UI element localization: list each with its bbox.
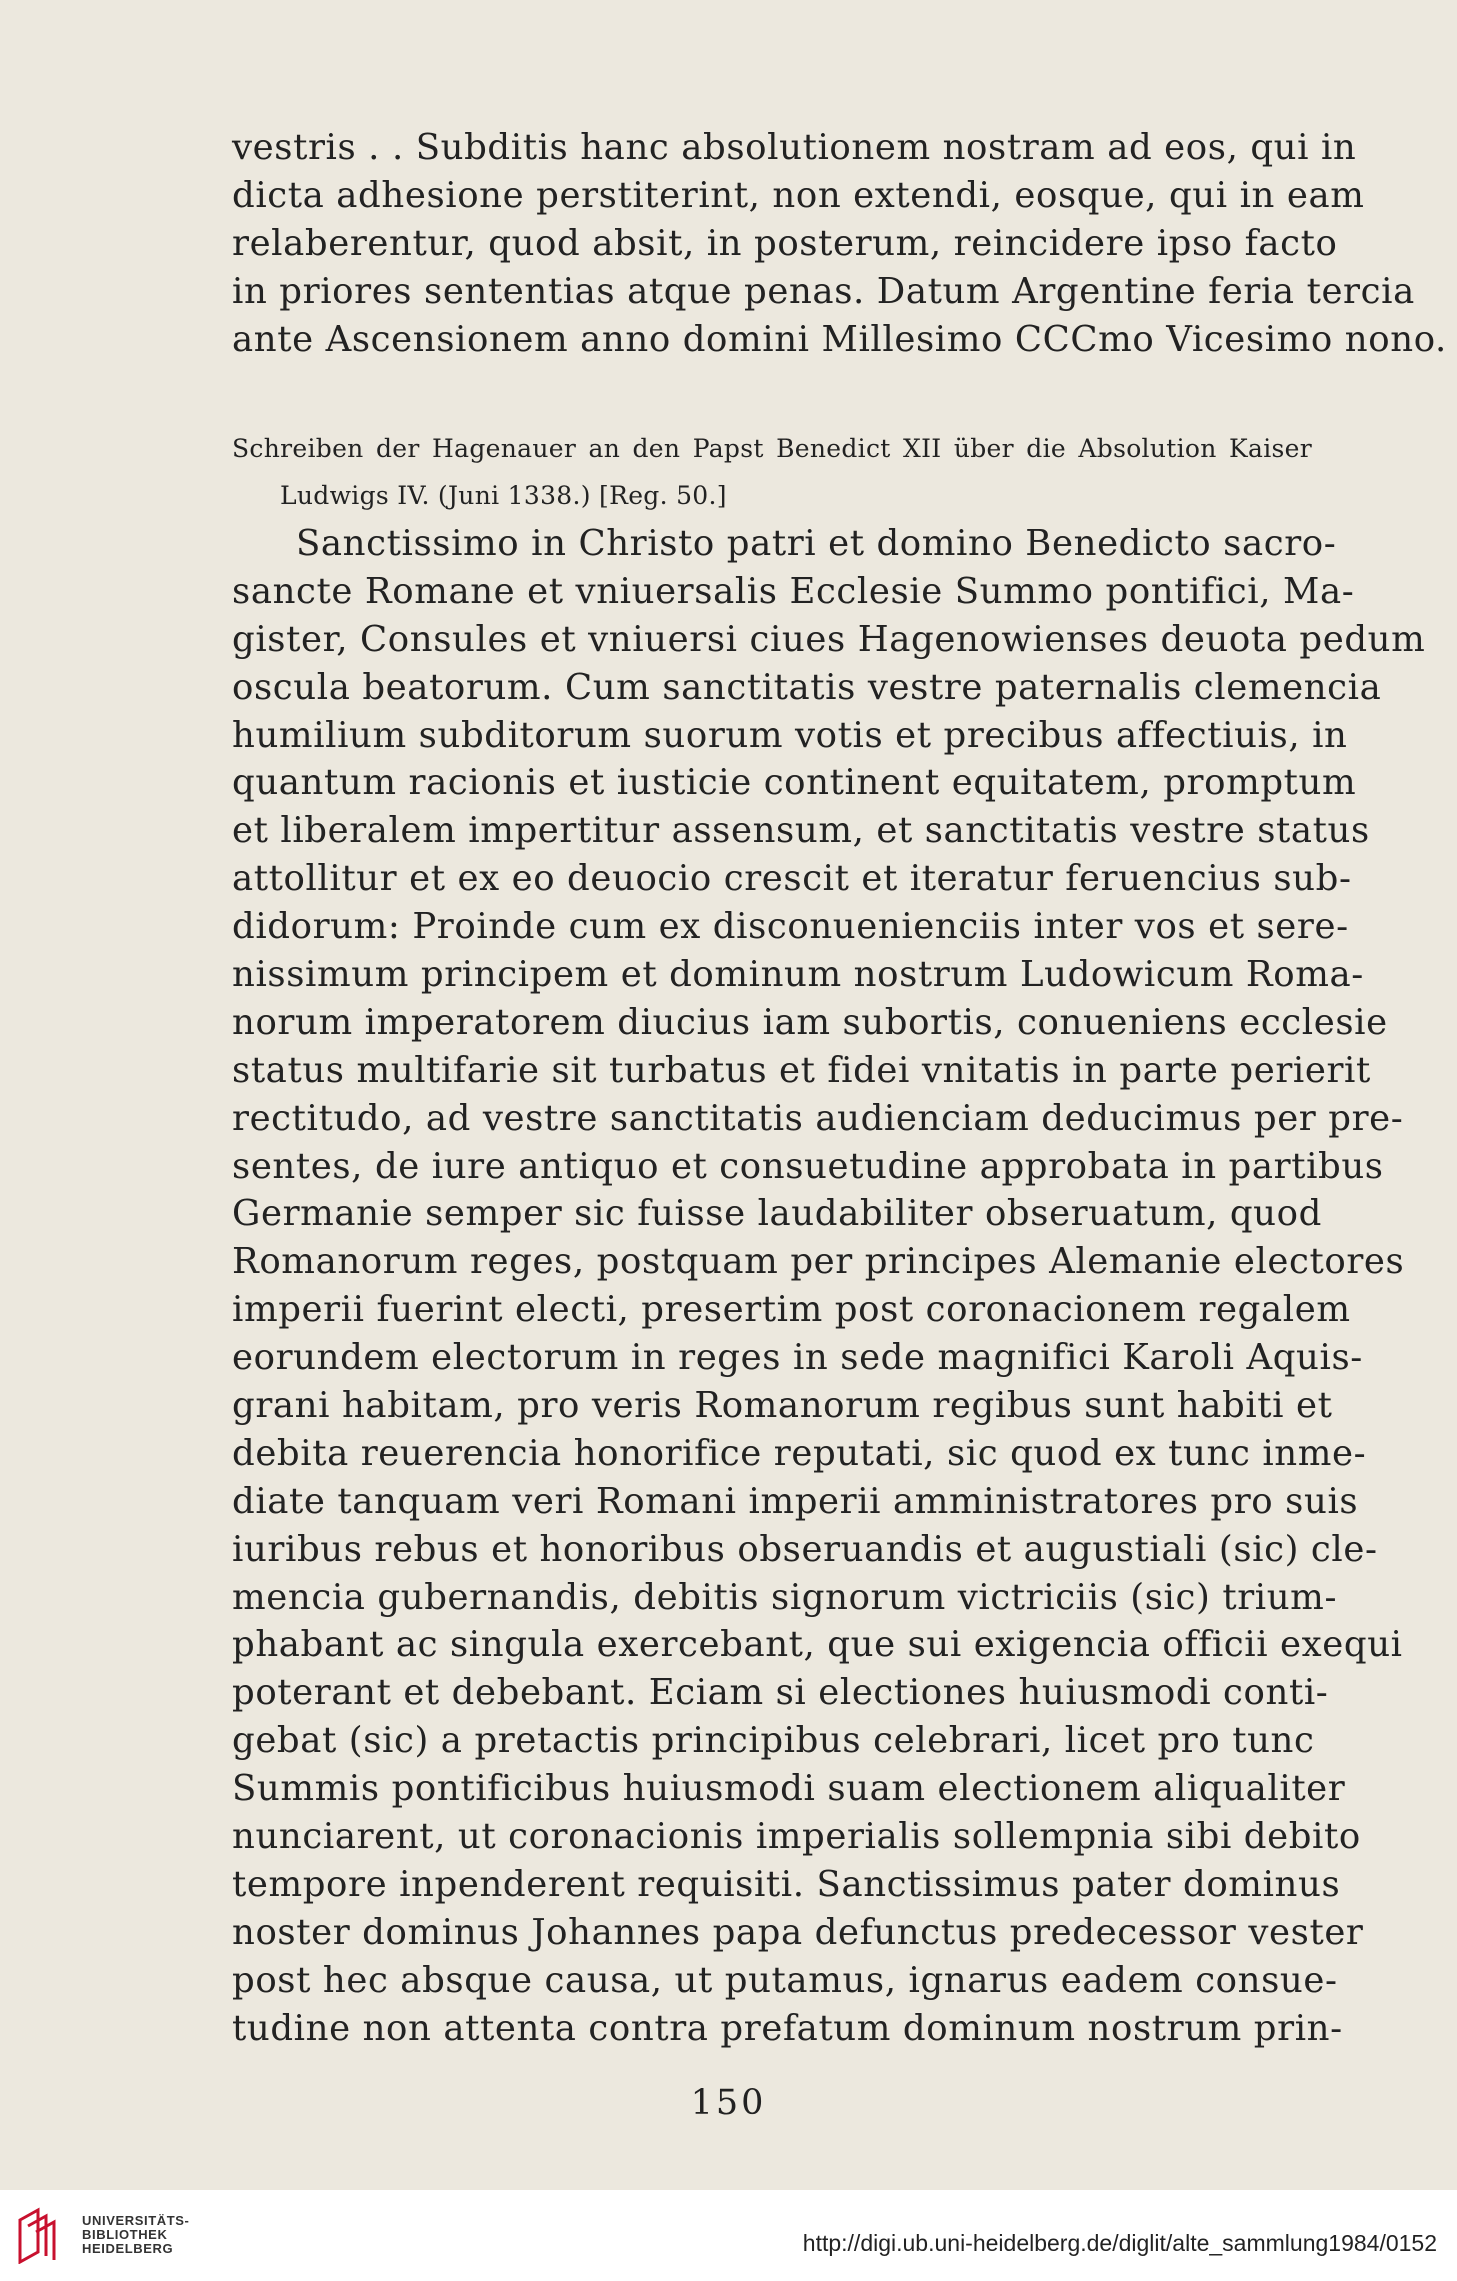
text-line: vestris . . Subditis hanc absolutionem nostram ad eos, qui in bbox=[232, 127, 1357, 168]
library-line: UNIVERSITÄTS- bbox=[82, 2213, 190, 2228]
library-line: HEIDELBERG bbox=[82, 2241, 174, 2256]
text-line: Summis pontificibus huiusmodi suam electionem aliqualiter bbox=[232, 1768, 1346, 1810]
text-line: Germanie semper sic fuisse laudabiliter obseruatum, quod bbox=[232, 1193, 1322, 1235]
text-line: debita reuerencia honorifice reputati, sic quod ex tunc inme- bbox=[232, 1432, 1367, 1474]
text-line: tempore inpenderent requisiti. Sanctissimus pater dominus bbox=[232, 1863, 1341, 1905]
text-line: quantum racionis et iusticie continent equitatem, promptum bbox=[232, 762, 1357, 804]
text-line: attollitur et ex eo deuocio crescit et iteratur feruencius sub- bbox=[232, 858, 1352, 900]
text-line: diate tanquam veri Romani imperii amministratores pro suis bbox=[232, 1480, 1359, 1522]
paragraph-continuation bbox=[232, 124, 1447, 363]
text-line: iuribus rebus et honoribus obseruandis et augustiali (sic) cle- bbox=[232, 1528, 1378, 1570]
text-line: ante Ascensionem anno domini Millesimo CCCmo Vicesimo nono. bbox=[232, 318, 1447, 360]
heading-line: Schreiben der Hagenauer an den Papst Benedict XII über die Absolution Kaiser bbox=[232, 434, 1312, 463]
text-line: nissimum principem et dominum nostrum Ludowicum Roma- bbox=[232, 954, 1364, 996]
library-name bbox=[82, 2214, 189, 2256]
text-line: gebat (sic) a pretactis principibus celebrari, licet pro tunc bbox=[232, 1720, 1315, 1762]
text-line: imperii fuerint electi, presertim post coronacionem regalem bbox=[232, 1289, 1351, 1331]
document-heading bbox=[232, 425, 1312, 519]
library-line: BIBLIOTHEK bbox=[82, 2227, 168, 2242]
text-line: noster dominus Johannes papa defunctus predecessor vester bbox=[232, 1911, 1364, 1953]
text-line: nunciarent, ut coronacionis imperialis sollempnia sibi debito bbox=[232, 1816, 1361, 1858]
text-line: relaberentur, quod absit, in posterum, reincidere ipso facto bbox=[232, 222, 1338, 264]
text-line: norum imperatorem diucius iam subortis, conueniens ecclesie bbox=[232, 1001, 1388, 1043]
text-line: poterant et debebant. Eciam si electiones huiusmodi conti- bbox=[232, 1672, 1329, 1714]
text-line: tudine non attenta contra prefatum dominum nostrum prin- bbox=[232, 2007, 1343, 2049]
text-line: gister, Consules et vniuersi ciues Hagenowienses deuota pedum bbox=[232, 618, 1426, 660]
text-line: eorundem electorum in reges in sede magnifici Karoli Aquis- bbox=[232, 1337, 1363, 1379]
source-url-link[interactable]: http://digi.ub.uni-heidelberg.de/diglit/alte_sammlung1984/0152 bbox=[802, 2230, 1437, 2256]
library-logo-icon bbox=[16, 2206, 70, 2264]
text-line: status multifarie sit turbatus et fidei vnitatis in parte perierit bbox=[232, 1049, 1371, 1091]
text-line: oscula beatorum. Cum sanctitatis vestre paternalis clemencia bbox=[232, 666, 1382, 708]
text-line: dicta adhesione perstiterint, non extendi, eosque, qui in eam bbox=[232, 174, 1365, 216]
text-line: humilium subditorum suorum votis et precibus affectiuis, in bbox=[232, 714, 1348, 756]
heading-line: Ludwigs IV. (Juni 1338.) [Reg. 50.] bbox=[280, 481, 727, 510]
text-line: et liberalem impertitur assensum, et sanctitatis vestre status bbox=[232, 810, 1370, 852]
text-line: post hec absque causa, ut putamus, ignarus eadem consue- bbox=[232, 1959, 1338, 2001]
text-line: phabant ac singula exercebant, que sui exigencia officii exequi bbox=[232, 1624, 1403, 1666]
text-line: didorum: Proinde cum ex disconuenienciis inter vos et sere- bbox=[232, 906, 1349, 948]
text-line: sentes, de iure antiquo et consuetudine approbata in partibus bbox=[232, 1145, 1384, 1187]
text-line: Sanctissimo in Christo patri et domino Benedicto sacro- bbox=[296, 523, 1337, 564]
text-line: in priores sententias atque penas. Datum Argentine feria tercia bbox=[232, 270, 1415, 312]
text-line: Romanorum reges, postquam per principes Alemanie electores bbox=[232, 1241, 1405, 1283]
letter-body bbox=[232, 520, 1426, 2053]
text-line: rectitudo, ad vestre sanctitatis audienciam deducimus per pre- bbox=[232, 1097, 1404, 1139]
text-line: mencia gubernandis, debitis signorum victriciis (sic) trium- bbox=[232, 1576, 1338, 1618]
page-number: 150 bbox=[690, 2083, 767, 2123]
text-line: grani habitam, pro veris Romanorum regibus sunt habiti et bbox=[232, 1385, 1333, 1427]
text-line: sancte Romane et vniuersalis Ecclesie Summo pontifici, Ma- bbox=[232, 570, 1355, 612]
